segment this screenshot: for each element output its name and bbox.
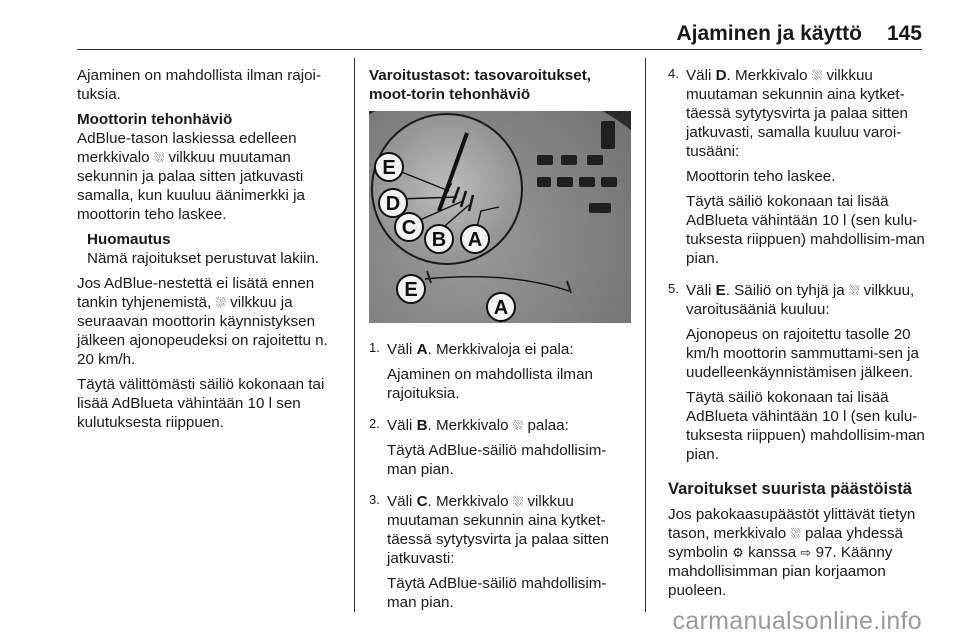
column-divider-2 [645,58,646,612]
list-item: 5. Väli E. Säiliö on tyhjä ja ⛆ vilkkuu, varoitusääniä kuuluu: Ajonopeus on rajoitettu tasolle 20 km/h moottorin sammuttami-sen ja uudelleenkäynnistämisen jälkeen. Täytä säiliö kokonaan tai lisää AdBlueta vähintään 10 l (sen kulu-tuksesta riippuen) mahdollisim-man pian. [668,281,930,470]
adblue-warning-icon: ⛆ [811,68,823,83]
col1-paragraph-3: Jos AdBlue-nestettä ei lisätä ennen tankin tyhjenemistä, ⛆ vilkkuu ja seuraavan moottorin käynnistyksen jälkeen ajonopeudeksi on rajoitettu n. 20 km/h. [77,275,328,368]
note-box [87,230,345,268]
adblue-warning-icon: ⛆ [215,295,226,310]
section-heading-emissions: Varoitukset suurista päästöistä [668,480,912,498]
column-2-list [369,340,631,625]
list-item-detail: Täytä säiliö kokonaan tai lisää AdBlueta vähintään 10 l (sen kulu-tuksesta riippuen) mahdollisim-man pian. [686,193,925,267]
list-item: 2. Väli B. Merkkivalo ⛆ palaa: Täytä AdBlue-säiliö mahdollisim-man pian. [369,416,631,485]
column-3 [668,66,930,606]
column-2 [369,66,631,104]
list-item-detail: Täytä AdBlue-säiliö mahdollisim-man pian. [387,575,607,611]
list-item-detail: Ajonopeus on rajoitettu tasolle 20 km/h moottorin sammuttami-sen ja uudelleenkäynnistämisen jälkeen. [686,326,919,381]
col1-paragraph-2: AdBlue-tason laskiessa edelleen merkkivalo ⛆ vilkkuu muutaman sekunnin ja palaa sitten jatkuvasti samalla, kun kuuluu äänimerkki ja moottorin teho laskee. [77,130,305,223]
page-reference-arrow-icon: ⇨ [800,545,812,560]
adblue-warning-icon: ⛆ [512,418,524,433]
note-title: Huomautus [87,231,171,248]
callout-e-bottom: E [404,279,418,301]
page-header-title: Ajaminen ja käyttö [676,22,862,45]
list-item: 4. Väli D. Merkkivalo ⛆ vilkkuu muutaman sekunnin aina kytket-täessä sytytysvirta ja palaa sitten jatkuvasti, samalla kuuluu varoi-tusääni: Moottorin teho laskee. Täytä säiliö kokonaan tai lisää AdBlueta vähintään 10 l (sen kulu-tuksesta riippuen) mahdollisim-man pian. [668,66,930,274]
page-number: 145 [886,22,922,45]
col1-paragraph-1: Ajaminen on mahdollista ilman rajoi-tuksia. [77,67,321,103]
callout-a-bottom: A [493,297,509,319]
col1-paragraph-4: Täytä välittömästi säiliö kokonaan tai lisää AdBlueta vähintään 10 l sen kulutuksesta riippuen. [77,376,325,431]
section-heading-power-loss: Moottorin tehonhäviö [77,111,233,128]
list-item-detail: Ajaminen on mahdollista ilman rajoituksia. [387,366,593,402]
adblue-warning-icon: ⛆ [790,526,801,541]
adblue-warning-icon: ⛆ [512,494,524,509]
watermark: carmanualsonline.info [672,607,922,635]
engine-check-icon: ⚙ [732,545,744,560]
list-item-detail: Täytä AdBlue-säiliö mahdollisim-man pian. [387,442,607,478]
column-1 [77,66,345,438]
adblue-gauge-illustration [369,111,631,323]
list-item-detail: Täytä säiliö kokonaan tai lisää AdBlueta vähintään 10 l (sen kulu-tuksesta riippuen) mahdollisim-man pian. [686,389,925,463]
callout-b: B [431,229,447,251]
list-item: 1. Väli A. Merkkivaloja ei pala: Ajaminen on mahdollista ilman rajoituksia. [369,340,631,409]
adblue-warning-icon: ⛆ [848,283,860,298]
gauge-svg [369,111,631,323]
list-item: 3. Väli C. Merkkivalo ⛆ vilkkuu muutaman sekunnin aina kytket-täessä sytytysvirta ja palaa sitten jatkuvasti: Täytä AdBlue-säiliö mahdollisim-man pian. [369,492,631,618]
callout-e: E [382,157,396,179]
list-item-detail: Moottorin teho laskee. [686,168,836,185]
callout-d: D [385,193,401,215]
col3-paragraph-emissions: Jos pakokaasupäästöt ylittävät tietyn tason, merkkivalo ⛆ palaa yhdessä symbolin ⚙ kanssa ⇨ 97. Käänny mahdollisimman pian korjaamon puoleen. [668,506,916,599]
section-heading-warning-levels: Varoitustasot: tasovaroitukset, moot-torin tehonhäviö [369,67,591,103]
callout-c: C [401,217,417,239]
callout-a-top: A [467,229,483,251]
adblue-warning-icon: ⛆ [153,150,165,165]
header-rule [77,49,922,50]
note-text: Nämä rajoitukset perustuvat lakiin. [87,250,320,267]
column-divider-1 [354,58,355,612]
